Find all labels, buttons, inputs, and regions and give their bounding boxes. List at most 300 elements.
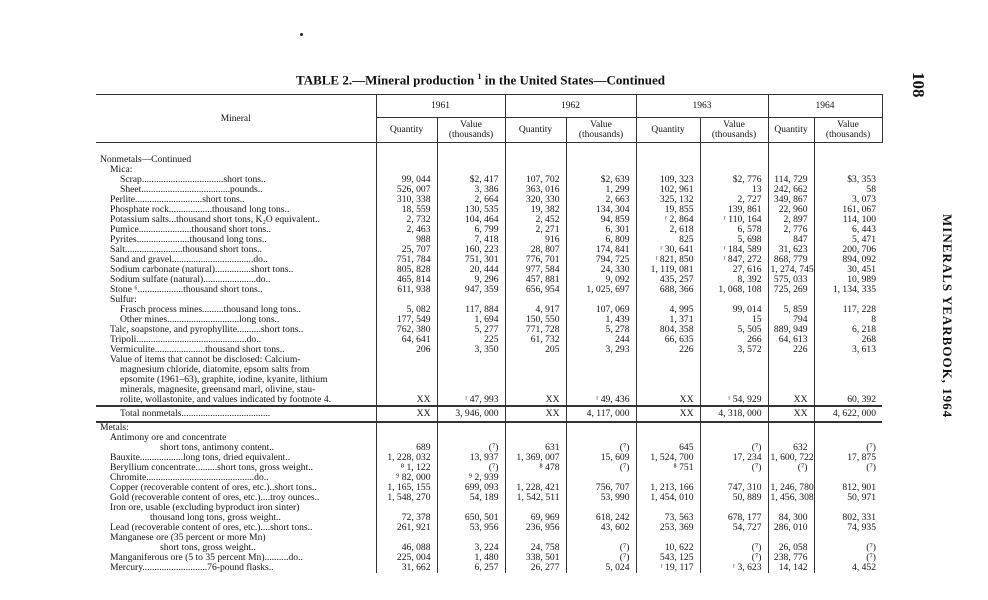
value-cell: (⁷) bbox=[566, 443, 636, 453]
quantity-cell: 226 bbox=[636, 345, 700, 355]
quantity-cell: 1, 524, 700 bbox=[636, 453, 700, 463]
quantity-cell: 1, 246, 780 bbox=[768, 483, 814, 493]
table-row bbox=[96, 165, 882, 175]
quantity-cell: 61, 732 bbox=[505, 335, 566, 345]
row-label: Gold (recoverable content of ores, etc.)....troy ounces.. bbox=[110, 493, 320, 503]
value-cell bbox=[814, 295, 882, 305]
table-row bbox=[96, 395, 882, 405]
value-cell: 756, 707 bbox=[566, 483, 636, 493]
quantity-cell: XX bbox=[636, 406, 700, 422]
value-cell: 6, 578 bbox=[700, 225, 768, 235]
quantity-cell bbox=[505, 433, 566, 443]
quantity-cell: 916 bbox=[505, 235, 566, 245]
value-cell: 4, 452 bbox=[814, 563, 882, 573]
page-number: 108 bbox=[909, 72, 928, 98]
value-cell: (⁷) bbox=[814, 543, 882, 553]
quantity-cell: 325, 132 bbox=[636, 195, 700, 205]
quantity-cell: 688, 366 bbox=[636, 285, 700, 295]
value-header bbox=[437, 118, 505, 143]
quantity-cell: 1, 542, 511 bbox=[505, 493, 566, 503]
quantity-cell: 632 bbox=[768, 443, 814, 453]
table-row bbox=[96, 245, 882, 255]
table-row bbox=[96, 175, 882, 185]
value-cell bbox=[700, 375, 768, 385]
quantity-cell: 24, 758 bbox=[505, 543, 566, 553]
quantity-cell bbox=[636, 503, 700, 513]
value-cell bbox=[700, 155, 768, 165]
quantity-cell: 794 bbox=[768, 315, 814, 325]
quantity-cell bbox=[376, 503, 437, 513]
row-label: Bauxite..................long tons, dried equivalent.. bbox=[110, 453, 291, 463]
table-row bbox=[96, 355, 882, 365]
quantity-cell: 4, 917 bbox=[505, 305, 566, 315]
value-cell bbox=[814, 433, 882, 443]
value-header-unit: (thousands) bbox=[578, 130, 624, 140]
quantity-cell: 1, 274, 745 bbox=[768, 265, 814, 275]
quantity-cell bbox=[636, 375, 700, 385]
table-row bbox=[96, 325, 882, 335]
value-cell: 618, 242 bbox=[566, 513, 636, 523]
quantity-cell: 28, 807 bbox=[505, 245, 566, 255]
row-label: Beryllium concentrate.........short tons, gross weight.. bbox=[110, 463, 314, 473]
quantity-cell bbox=[768, 423, 814, 433]
total-row bbox=[96, 406, 882, 422]
table-row bbox=[96, 563, 882, 573]
value-cell: ʳ 3, 623 bbox=[700, 563, 768, 573]
quantity-cell: 150, 550 bbox=[505, 315, 566, 325]
value-cell: 1, 694 bbox=[437, 315, 505, 325]
quantity-cell bbox=[505, 155, 566, 165]
quantity-header: Quantity bbox=[376, 118, 437, 143]
value-header-unit: (thousands) bbox=[711, 130, 757, 140]
table-row bbox=[96, 513, 882, 523]
value-cell bbox=[566, 355, 636, 365]
quantity-cell bbox=[768, 295, 814, 305]
quantity-cell: 1, 456, 308 bbox=[768, 493, 814, 503]
row-label: Potassium salts...thousand short tons, K₂O equivalent.. bbox=[110, 215, 320, 225]
value-cell bbox=[566, 533, 636, 543]
table-title-text-continued: in the United States—Continued bbox=[484, 72, 666, 88]
value-cell: 747, 310 bbox=[700, 483, 768, 493]
table-row bbox=[96, 255, 882, 265]
value-cell: (⁷) bbox=[700, 543, 768, 553]
quantity-cell: 14, 142 bbox=[768, 563, 814, 573]
row-label: Pyrites......................thousand long tons.. bbox=[110, 235, 267, 245]
quantity-cell: 64, 641 bbox=[376, 335, 437, 345]
value-cell: 225 bbox=[437, 335, 505, 345]
value-cell: 650, 501 bbox=[437, 513, 505, 523]
value-cell: (⁷) bbox=[437, 463, 505, 473]
quantity-cell bbox=[505, 533, 566, 543]
row-label: Sodium carbonate (natural)...............short tons.. bbox=[110, 265, 294, 275]
quantity-cell bbox=[505, 295, 566, 305]
quantity-cell bbox=[636, 165, 700, 175]
quantity-cell: 889, 949 bbox=[768, 325, 814, 335]
value-cell: 3, 293 bbox=[566, 345, 636, 355]
value-cell bbox=[437, 375, 505, 385]
quantity-cell bbox=[636, 533, 700, 543]
quantity-cell: 226 bbox=[768, 345, 814, 355]
row-label: Sodium sulfate (natural)......................do.. bbox=[110, 275, 271, 285]
table-row bbox=[96, 423, 882, 433]
value-cell: 751, 301 bbox=[437, 255, 505, 265]
quantity-cell: 19, 855 bbox=[636, 205, 700, 215]
value-cell bbox=[814, 375, 882, 385]
value-cell bbox=[814, 423, 882, 433]
quantity-cell: 225, 004 bbox=[376, 553, 437, 563]
value-cell: 244 bbox=[566, 335, 636, 345]
value-cell bbox=[814, 155, 882, 165]
table-row bbox=[96, 155, 882, 165]
quantity-cell bbox=[376, 375, 437, 385]
row-label: Manganiferous ore (5 to 35 percent Mn)..........do.. bbox=[110, 553, 303, 563]
value-cell: 74, 935 bbox=[814, 523, 882, 533]
quantity-cell: 109, 323 bbox=[636, 175, 700, 185]
table-row bbox=[96, 265, 882, 275]
row-label: Value of items that cannot be disclosed: Calcium- bbox=[110, 355, 301, 365]
value-cell bbox=[566, 365, 636, 375]
value-cell: 6, 301 bbox=[566, 225, 636, 235]
row-label: minerals, magnesite, greensand marl, olivine, stau- bbox=[120, 385, 316, 395]
value-cell: 60, 392 bbox=[814, 395, 882, 405]
value-cell: 99, 014 bbox=[700, 305, 768, 315]
table-row bbox=[96, 493, 882, 503]
quantity-cell bbox=[376, 155, 437, 165]
value-cell: 27, 616 bbox=[700, 265, 768, 275]
table-row bbox=[96, 463, 882, 473]
quantity-cell: 804, 358 bbox=[636, 325, 700, 335]
quantity-cell bbox=[505, 503, 566, 513]
quantity-cell bbox=[768, 385, 814, 395]
row-label: Sulfur: bbox=[110, 295, 137, 305]
year-header: 1964 bbox=[768, 95, 882, 118]
value-cell: 50, 971 bbox=[814, 493, 882, 503]
stray-dot bbox=[300, 33, 303, 36]
value-cell: 54, 727 bbox=[700, 523, 768, 533]
quantity-cell: 320, 330 bbox=[505, 195, 566, 205]
value-cell bbox=[437, 365, 505, 375]
quantity-cell: 99, 044 bbox=[376, 175, 437, 185]
quantity-cell: 84, 300 bbox=[768, 513, 814, 523]
table-row bbox=[96, 205, 882, 215]
value-cell: (⁷) bbox=[566, 463, 636, 473]
table-row bbox=[96, 433, 882, 443]
quantity-cell: 988 bbox=[376, 235, 437, 245]
table-row bbox=[96, 305, 882, 315]
table-row bbox=[96, 185, 882, 195]
value-cell bbox=[437, 355, 505, 365]
quantity-cell: 18, 559 bbox=[376, 205, 437, 215]
row-label: Mercury...........................76-pound flasks.. bbox=[110, 563, 274, 573]
value-cell bbox=[814, 355, 882, 365]
value-cell: 2, 727 bbox=[700, 195, 768, 205]
quantity-cell bbox=[768, 433, 814, 443]
value-cell: (⁷) bbox=[437, 443, 505, 453]
quantity-cell: 1, 165, 155 bbox=[376, 483, 437, 493]
quantity-cell: 338, 501 bbox=[505, 553, 566, 563]
value-cell: 114, 100 bbox=[814, 215, 882, 225]
row-label: Total nonmetals..................................... bbox=[96, 406, 376, 422]
value-cell: 15, 609 bbox=[566, 453, 636, 463]
quantity-cell: ⁸ 478 bbox=[505, 463, 566, 473]
value-cell: 94, 859 bbox=[566, 215, 636, 225]
value-cell: 3, 946, 000 bbox=[437, 406, 505, 422]
quantity-cell bbox=[376, 295, 437, 305]
value-cell: 8, 392 bbox=[700, 275, 768, 285]
value-cell: ʳ 184, 589 bbox=[700, 245, 768, 255]
spacer-row bbox=[96, 143, 882, 156]
quantity-cell bbox=[376, 533, 437, 543]
value-header bbox=[814, 118, 882, 143]
quantity-cell bbox=[636, 473, 700, 483]
value-cell: 24, 330 bbox=[566, 265, 636, 275]
row-label: Iron ore, usable (excluding byproduct iron sinter) bbox=[110, 503, 300, 513]
quantity-cell: 73, 563 bbox=[636, 513, 700, 523]
value-cell: 947, 359 bbox=[437, 285, 505, 295]
value-cell bbox=[814, 165, 882, 175]
table-row bbox=[96, 345, 882, 355]
value-cell: ʳ 47, 993 bbox=[437, 395, 505, 405]
mineral-production-table bbox=[96, 94, 883, 573]
quantity-cell bbox=[376, 385, 437, 395]
quantity-cell: 805, 828 bbox=[376, 265, 437, 275]
value-cell: $2, 639 bbox=[566, 175, 636, 185]
value-cell bbox=[437, 385, 505, 395]
value-cell: 1, 068, 108 bbox=[700, 285, 768, 295]
quantity-cell: (⁷) bbox=[768, 463, 814, 473]
quantity-cell: 1, 228, 032 bbox=[376, 453, 437, 463]
value-cell: (⁷) bbox=[700, 553, 768, 563]
quantity-cell: 1, 548, 270 bbox=[376, 493, 437, 503]
value-cell: (⁷) bbox=[700, 463, 768, 473]
quantity-cell: 1, 228, 421 bbox=[505, 483, 566, 493]
table-row bbox=[96, 443, 882, 453]
quantity-cell: 751, 784 bbox=[376, 255, 437, 265]
quantity-cell: 46, 088 bbox=[376, 543, 437, 553]
quantity-cell bbox=[636, 155, 700, 165]
value-cell: 1, 134, 335 bbox=[814, 285, 882, 295]
row-label: Lead (recoverable content of ores, etc.)....short tons.. bbox=[110, 523, 313, 533]
value-cell: 812, 901 bbox=[814, 483, 882, 493]
quantity-cell bbox=[505, 423, 566, 433]
value-cell bbox=[566, 503, 636, 513]
table-row bbox=[96, 365, 882, 375]
quantity-cell: ⁹ 82, 000 bbox=[376, 473, 437, 483]
quantity-cell bbox=[636, 355, 700, 365]
value-cell bbox=[700, 423, 768, 433]
quantity-cell bbox=[505, 375, 566, 385]
value-cell: 794, 725 bbox=[566, 255, 636, 265]
quantity-cell: 2, 732 bbox=[376, 215, 437, 225]
value-cell: ʳ 49, 436 bbox=[566, 395, 636, 405]
quantity-cell: ʳ 821, 850 bbox=[636, 255, 700, 265]
value-cell bbox=[437, 503, 505, 513]
value-cell bbox=[814, 533, 882, 543]
value-cell bbox=[566, 165, 636, 175]
value-cell: 2, 664 bbox=[437, 195, 505, 205]
quantity-cell: 526, 007 bbox=[376, 185, 437, 195]
quantity-cell bbox=[505, 355, 566, 365]
quantity-cell: 107, 702 bbox=[505, 175, 566, 185]
table-row bbox=[96, 553, 882, 563]
value-cell: (⁷) bbox=[566, 553, 636, 563]
quantity-cell bbox=[768, 375, 814, 385]
quantity-cell: XX bbox=[768, 395, 814, 405]
quantity-cell: 2, 776 bbox=[768, 225, 814, 235]
quantity-cell bbox=[376, 355, 437, 365]
table-title bbox=[296, 72, 665, 88]
quantity-cell: 645 bbox=[636, 443, 700, 453]
quantity-cell: 114, 729 bbox=[768, 175, 814, 185]
quantity-cell bbox=[376, 423, 437, 433]
quantity-header: Quantity bbox=[505, 118, 566, 143]
quantity-cell: 1, 119, 081 bbox=[636, 265, 700, 275]
quantity-cell: 2, 897 bbox=[768, 215, 814, 225]
quantity-cell: 4, 995 bbox=[636, 305, 700, 315]
value-cell: (⁷) bbox=[566, 543, 636, 553]
quantity-cell: 25, 707 bbox=[376, 245, 437, 255]
quantity-cell bbox=[768, 165, 814, 175]
table-row bbox=[96, 385, 882, 395]
value-cell: 117, 884 bbox=[437, 305, 505, 315]
table-row bbox=[96, 523, 882, 533]
value-cell bbox=[700, 355, 768, 365]
quantity-cell: XX bbox=[505, 406, 566, 422]
value-header bbox=[566, 118, 636, 143]
row-label: Frasch process mines.........thousand long tons.. bbox=[120, 305, 301, 315]
value-cell: 266 bbox=[700, 335, 768, 345]
quantity-cell: 66, 635 bbox=[636, 335, 700, 345]
row-label: Other mines..............................long tons.. bbox=[120, 315, 280, 325]
value-cell bbox=[566, 295, 636, 305]
quantity-cell: 1, 213, 166 bbox=[636, 483, 700, 493]
value-cell: 13, 937 bbox=[437, 453, 505, 463]
table-row bbox=[96, 533, 882, 543]
quantity-cell bbox=[768, 503, 814, 513]
row-label: short tons, gross weight.. bbox=[160, 543, 256, 553]
quantity-cell: 72, 378 bbox=[376, 513, 437, 523]
quantity-cell bbox=[376, 365, 437, 375]
value-cell: 1, 299 bbox=[566, 185, 636, 195]
quantity-cell: 543, 125 bbox=[636, 553, 700, 563]
quantity-cell: 206 bbox=[376, 345, 437, 355]
table-row bbox=[96, 275, 882, 285]
quantity-cell: 2, 463 bbox=[376, 225, 437, 235]
value-cell: 1, 025, 697 bbox=[566, 285, 636, 295]
table-row bbox=[96, 503, 882, 513]
value-cell: 117, 228 bbox=[814, 305, 882, 315]
value-cell: 6, 257 bbox=[437, 563, 505, 573]
footnote-marker: 1 bbox=[477, 72, 482, 81]
value-cell: 6, 218 bbox=[814, 325, 882, 335]
row-label: rolite, wollastonite, and values indicated by footnote 4. bbox=[120, 395, 332, 405]
value-cell: 130, 535 bbox=[437, 205, 505, 215]
quantity-cell bbox=[768, 355, 814, 365]
row-label: Tripoli..............................................do.. bbox=[110, 335, 262, 345]
value-cell: 5, 471 bbox=[814, 235, 882, 245]
value-cell: 3, 073 bbox=[814, 195, 882, 205]
quantity-cell: 1, 600, 722 bbox=[768, 453, 814, 463]
value-cell bbox=[814, 365, 882, 375]
row-label: Manganese ore (35 percent or more Mn) bbox=[110, 533, 266, 543]
quantity-cell: 868, 779 bbox=[768, 255, 814, 265]
quantity-cell bbox=[505, 473, 566, 483]
value-cell bbox=[437, 295, 505, 305]
value-header-line: Value bbox=[723, 120, 745, 130]
value-cell: 802, 331 bbox=[814, 513, 882, 523]
quantity-cell: 776, 701 bbox=[505, 255, 566, 265]
quantity-cell: ⁸ 751 bbox=[636, 463, 700, 473]
table-body bbox=[96, 143, 882, 574]
quantity-cell: 762, 380 bbox=[376, 325, 437, 335]
quantity-cell bbox=[636, 295, 700, 305]
value-cell bbox=[700, 533, 768, 543]
quantity-cell: 825 bbox=[636, 235, 700, 245]
quantity-cell: 631 bbox=[505, 443, 566, 453]
value-cell: 134, 304 bbox=[566, 205, 636, 215]
value-cell: ʳ 54, 929 bbox=[700, 395, 768, 405]
quantity-cell bbox=[768, 473, 814, 483]
value-cell bbox=[700, 473, 768, 483]
value-header-line: Value bbox=[837, 120, 859, 130]
value-cell: 58 bbox=[814, 185, 882, 195]
value-cell: 6, 809 bbox=[566, 235, 636, 245]
year-header: 1961 bbox=[376, 95, 505, 118]
quantity-cell: 5, 859 bbox=[768, 305, 814, 315]
value-cell bbox=[700, 433, 768, 443]
row-label: epsomite (1961–63), graphite, iodine, kyanite, lithium bbox=[120, 375, 328, 385]
quantity-cell bbox=[768, 533, 814, 543]
row-label: short tons, antimony content.. bbox=[160, 443, 275, 453]
row-label: Talc, soapstone, and pyrophyllite..........short tons.. bbox=[110, 325, 304, 335]
quantity-cell: 261, 921 bbox=[376, 523, 437, 533]
value-cell bbox=[437, 165, 505, 175]
value-header bbox=[700, 118, 768, 143]
value-cell: 161, 067 bbox=[814, 205, 882, 215]
value-cell: 53, 990 bbox=[566, 493, 636, 503]
value-cell: ʳ 110, 164 bbox=[700, 215, 768, 225]
quantity-cell: 363, 016 bbox=[505, 185, 566, 195]
quantity-cell bbox=[505, 385, 566, 395]
quantity-cell bbox=[636, 365, 700, 375]
row-label: Vermiculite.....................thousand short tons.. bbox=[110, 345, 285, 355]
value-cell: 3, 350 bbox=[437, 345, 505, 355]
value-header-unit: (thousands) bbox=[825, 130, 871, 140]
quantity-cell: 31, 662 bbox=[376, 563, 437, 573]
row-label: Sheet.....................................pounds.. bbox=[120, 185, 263, 195]
quantity-cell bbox=[636, 423, 700, 433]
value-cell: 4, 318, 000 bbox=[700, 406, 768, 422]
value-cell: 5, 278 bbox=[566, 325, 636, 335]
value-cell: 6, 443 bbox=[814, 225, 882, 235]
quantity-cell: 656, 954 bbox=[505, 285, 566, 295]
value-cell bbox=[437, 423, 505, 433]
table-row bbox=[96, 215, 882, 225]
value-cell: 1, 439 bbox=[566, 315, 636, 325]
value-cell: (⁷) bbox=[700, 443, 768, 453]
quantity-cell: ⁸ 1, 122 bbox=[376, 463, 437, 473]
value-cell bbox=[566, 423, 636, 433]
value-cell: ⁹ 2, 939 bbox=[437, 473, 505, 483]
row-label: Copper (recoverable content of ores, etc.)..short tons.. bbox=[110, 483, 317, 493]
value-cell: (⁷) bbox=[814, 553, 882, 563]
quantity-cell: 1, 369, 007 bbox=[505, 453, 566, 463]
table-row bbox=[96, 315, 882, 325]
quantity-cell: 457, 881 bbox=[505, 275, 566, 285]
year-header: 1963 bbox=[636, 95, 768, 118]
row-label: Antimony ore and concentrate bbox=[110, 433, 227, 443]
value-cell bbox=[566, 433, 636, 443]
